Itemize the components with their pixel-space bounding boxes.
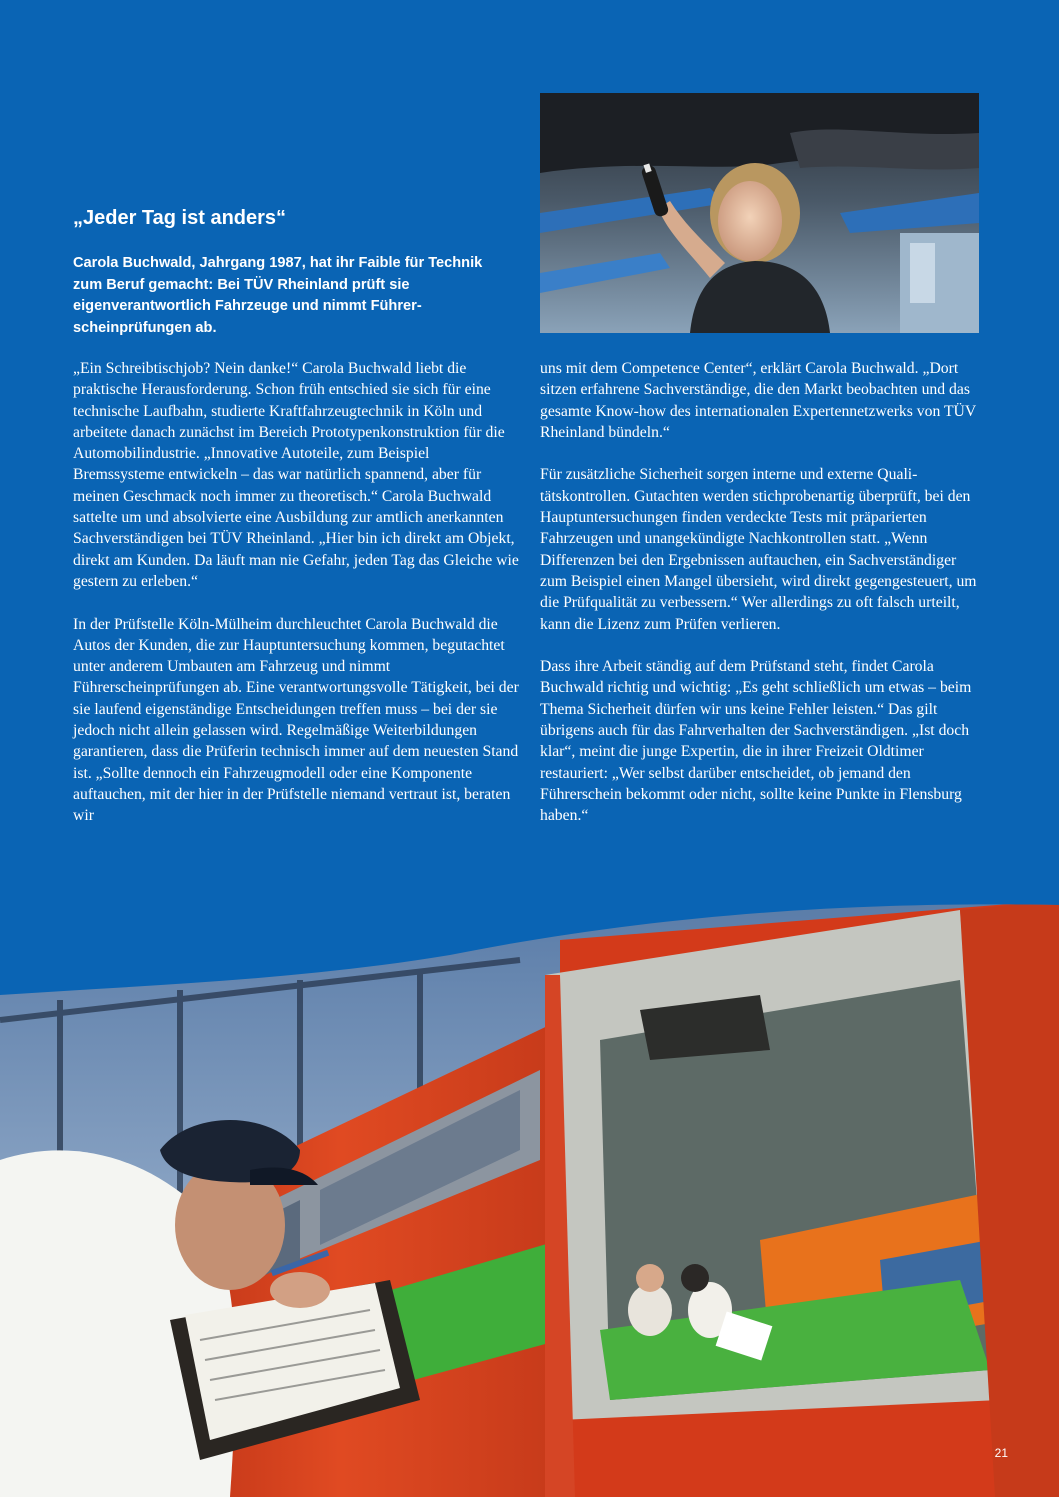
inspector-under-car-photo [540, 93, 979, 333]
page-number: 21 [994, 1446, 1008, 1460]
text-column-right [540, 358, 987, 848]
article-headline: „Jeder Tag ist anders“ [73, 207, 287, 229]
body-paragraph: Für zusätzliche Sicherheit sorgen interne und externe Qualitätskontrollen. Gutachten werden stichprobenartig überprüft, bei den Hauptuntersuchungen finden verdeckte Tests mit präparierten Fahrzeugen und unangekündigte Nachkontrollen statt. „Wenn Differenzen bei den Ergebnissen auftauchen, ein Sachverständiger zum Beispiel einen Mangel übersieht, wird direkt gegengesteuert, um die Prüfqualität zu verbessern.“ Wer allerdings zu oft falsch urteilt, kann die Lizenz zum Prüfen verlieren. [540, 466, 977, 633]
text-column-left [73, 358, 520, 848]
body-paragraph: In der Prüfstelle Köln-Mülheim durchleuchtet Carola Buchwald die Autos der Kunden, die zur Hauptuntersuchung kommen, begutachtet unter anderem Umbauten am Fahrzeug und nimmt Führerscheinprüfungen ab. Eine verantwortungsvolle Tätigkeit, bei der sie laufend eigenständige Entscheidungen treffen muss – bei der sie jedoch nicht allein gelassen wird. Regelmäßige Weiterbildungen garantieren, dass die Prüferin technisch immer auf dem neuesten Stand ist. „Sollte dennoch ein Fahrzeugmodell oder eine Komponente auftauchen, mit der hier in der Prüfstelle niemand vertraut ist, beraten wir [73, 615, 519, 825]
body-paragraph: „Ein Schreibtischjob? Nein danke!“ Carola Buchwald liebt die praktische Herausforderung. Schon früh entschied sie sich für eine technische Laufbahn, studierte Kraftfahrzeugtechnik in Köln und arbeitete danach zunächst im Bereich Prototypenkonstruktion für die Automobilindustrie. „Innovative Autoteile, zum Beispiel Bremssysteme entwickeln – das war natürlich spannend, aber für meinen Geschmack noch immer zu theoretisch.“ Carola Buchwald sattelte um und absolvierte eine Ausbildung zur amtlich anerkannten Sachverständigen bei TÜV Rheinland. „Hier bin ich direkt am Objekt, direkt am Kunden. Da läuft man nie Gefahr, jeden Tag das Gleiche wie gestern zu erleben.“ [73, 360, 519, 590]
article-intro: Carola Buchwald, Jahrgang 1987, hat ihr Faible für Technik zum Beruf gemacht: Bei TÜV Rheinland prüft sie eigenverantwortlich Fahrzeuge und nimmt Führerscheinprüfungen ab. [73, 255, 483, 336]
body-paragraph: Dass ihre Arbeit ständig auf dem Prüfstand steht, findet Carola Buchwald richtig und wichtig: „Es geht schließlich um etwas – beim Thema Sicherheit dürfen wir uns keine Fehler leisten.“ Das gilt übrigens auch für das Fahrverhalten der Sachverständigen. „Ist doch klar“, meint die junge Expertin, die in ihrer Freizeit Oldtimer restauriert: „Wer selbst darüber entscheidet, ob jemand den Führerschein bekommt oder nicht, sollte keine Punkte in Flensburg haben.“ [540, 658, 972, 825]
body-paragraph: uns mit dem Competence Center“, erklärt Carola Buchwald. „Dort sitzen erfahrene Sachverständige, die den Markt beobachten und das gesamte Know-how des internationalen Expertennetzwerks von TÜV Rheinland bündeln.“ [540, 360, 976, 441]
train-inspection-photo [0, 900, 1059, 1497]
